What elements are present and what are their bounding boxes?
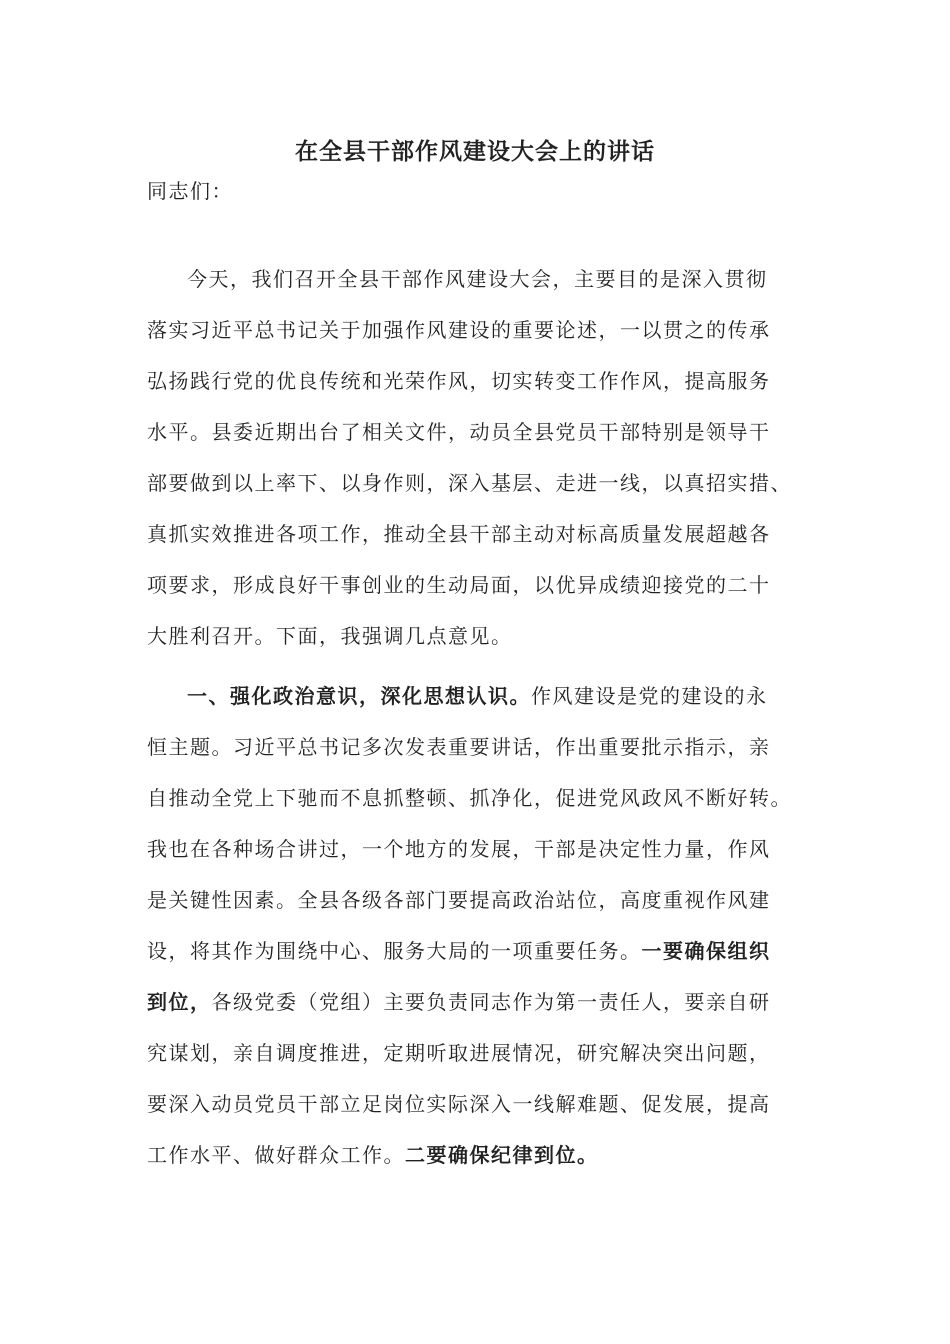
paragraph2-line: 我也在各种场合讲过，一个地方的发展，干部是决定性力量，作风	[147, 837, 771, 861]
paragraph1-line: 水平。县委近期出台了相关文件，动员全县党员干部特别是领导干	[147, 420, 771, 444]
document-title: 在全县干部作风建设大会上的讲话	[295, 139, 655, 165]
paragraph1-line: 弘扬践行党的优良传统和光荣作风，切实转变工作作风，提高服务	[147, 369, 771, 393]
paragraph2-line	[147, 938, 819, 964]
paragraph2-text: 各级党委（党组）主要负责同志作为第一责任人，要亲自研	[211, 990, 771, 1014]
paragraph1-line: 落实习近平总书记关于加强作风建设的重要论述，一以贯之的传承	[147, 318, 771, 342]
paragraph2-text: 设，将其作为围绕中心、服务大局的一项重要任务。	[147, 939, 642, 963]
section-heading: 一、强化政治意识，深化思想认识。	[187, 684, 531, 708]
paragraph1-line: 真抓实效推进各项工作，推动全县干部主动对标高质量发展超越各	[147, 522, 771, 546]
paragraph1-line: 部要做到以上率下、以身作则，深入基层、走进一线，以真招实措、	[147, 471, 792, 495]
paragraph2-line	[187, 683, 859, 709]
point2-heading: 二要确保纪律到位。	[405, 1143, 599, 1167]
paragraph2-line: 要深入动员党员干部立足岗位实际深入一线解难题、促发展，提高	[147, 1092, 771, 1116]
paragraph2-text: 工作水平、做好群众工作。	[147, 1143, 405, 1167]
paragraph2-line	[147, 989, 819, 1015]
point1-heading-cont: 到位，	[147, 990, 212, 1014]
paragraph2-text: 作风建设是党的建设的永	[531, 684, 768, 708]
paragraph2-line: 是关键性因素。全县各级各部门要提高政治站位，高度重视作风建	[147, 888, 771, 912]
paragraph2-line: 究谋划，亲自调度推进，定期听取进展情况，研究解决突出问题，	[147, 1041, 771, 1065]
paragraph2-line: 恒主题。习近平总书记多次发表重要讲话，作出重要批示指示，亲	[147, 735, 771, 759]
paragraph1-line: 大胜利召开。下面，我强调几点意见。	[147, 624, 513, 648]
salutation: 同志们：	[147, 179, 233, 203]
paragraph2-line: 自推动全党上下驰而不息抓整顿、抓净化，促进党风政风不断好转。	[147, 786, 792, 810]
paragraph2-line	[147, 1142, 819, 1168]
paragraph1-line: 今天，我们召开全县干部作风建设大会，主要目的是深入贯彻	[187, 267, 768, 291]
paragraph1-line: 项要求，形成良好干事创业的生动局面，以优异成绩迎接党的二十	[147, 573, 771, 597]
point1-heading: 一要确保组织	[641, 939, 771, 963]
